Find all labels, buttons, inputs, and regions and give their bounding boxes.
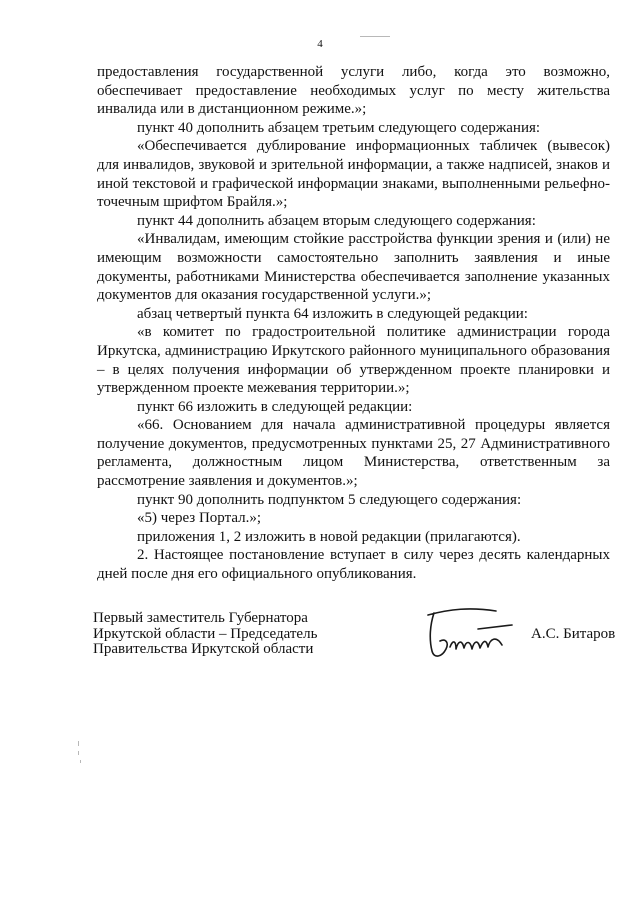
signatory-title-line: Иркутской области – Председатель [93,625,318,642]
paragraph: пункт 90 дополнить подпунктом 5 следующего содержания: [137,491,522,508]
paragraph: «Инвалидам, имеющим стойкие расстройства функции зрения и (или) не имеющим возможности самостоятельно заполнить заявления и иные документы, работниками Министерства обеспечивается заполнение указанных документов для оказания государственной услуги.»; [97,231,610,304]
signatory-title [93,611,353,658]
scan-speck [360,36,390,37]
signatory-title-line: Правительства Иркутской области [93,641,314,657]
paragraph: «5) через Портал.»; [137,510,262,527]
scan-speck [78,751,79,755]
scan-speck [80,760,81,763]
scan-speck [78,741,79,746]
paragraph-continuation: предоставления государственной услуги либо, когда это возможно, обеспечивает предоставление необходимых услуг по месту жительства инвалида или в дистанционном режиме.»; [97,64,610,118]
paragraph: «66. Основанием для начала административной процедуры является получение документов, предусмотренных пунктами 25, 27 Административного регламента, должностным лицом Министерства, ответственным за рассмотрение заявления и документов.»; [97,417,610,490]
signatory-title-line: Первый заместитель Губернатора [93,610,308,626]
paragraph: 2. Настоящее постановление вступает в силу через десять календарных дней после дня его официального опубликования. [97,547,610,583]
paragraph: «в комитет по градостроительной политике администрации города Иркутска, администрацию Иркутского районного муниципального образования – в целях получения информации об утвержденном проекте планировки и утвержденном проекте межевания территории.»; [97,324,610,397]
page-number: 4 [317,38,323,50]
paragraph: приложения 1, 2 изложить в новой редакции (прилагаются). [137,528,521,545]
paragraph: пункт 44 дополнить абзацем вторым следующего содержания: [137,212,536,229]
paragraph: абзац четвертый пункта 64 изложить в следующей редакции: [137,305,528,322]
paragraph: «Обеспечивается дублирование информационных табличек (вывесок) для инвалидов, звуковой и зрительной информации, а также надписей, знаков и иной текстовой и графической информации знаками, выполненными рельефно-точечным шрифтом Брайля.»; [97,138,610,211]
handwritten-signature [420,605,520,665]
signatory-name: А.С. Битаров [531,626,616,642]
paragraph: пункт 40 дополнить абзацем третьим следующего содержания: [137,119,541,136]
paragraph: пункт 66 изложить в следующей редакции: [137,398,413,415]
document-body [97,63,610,584]
